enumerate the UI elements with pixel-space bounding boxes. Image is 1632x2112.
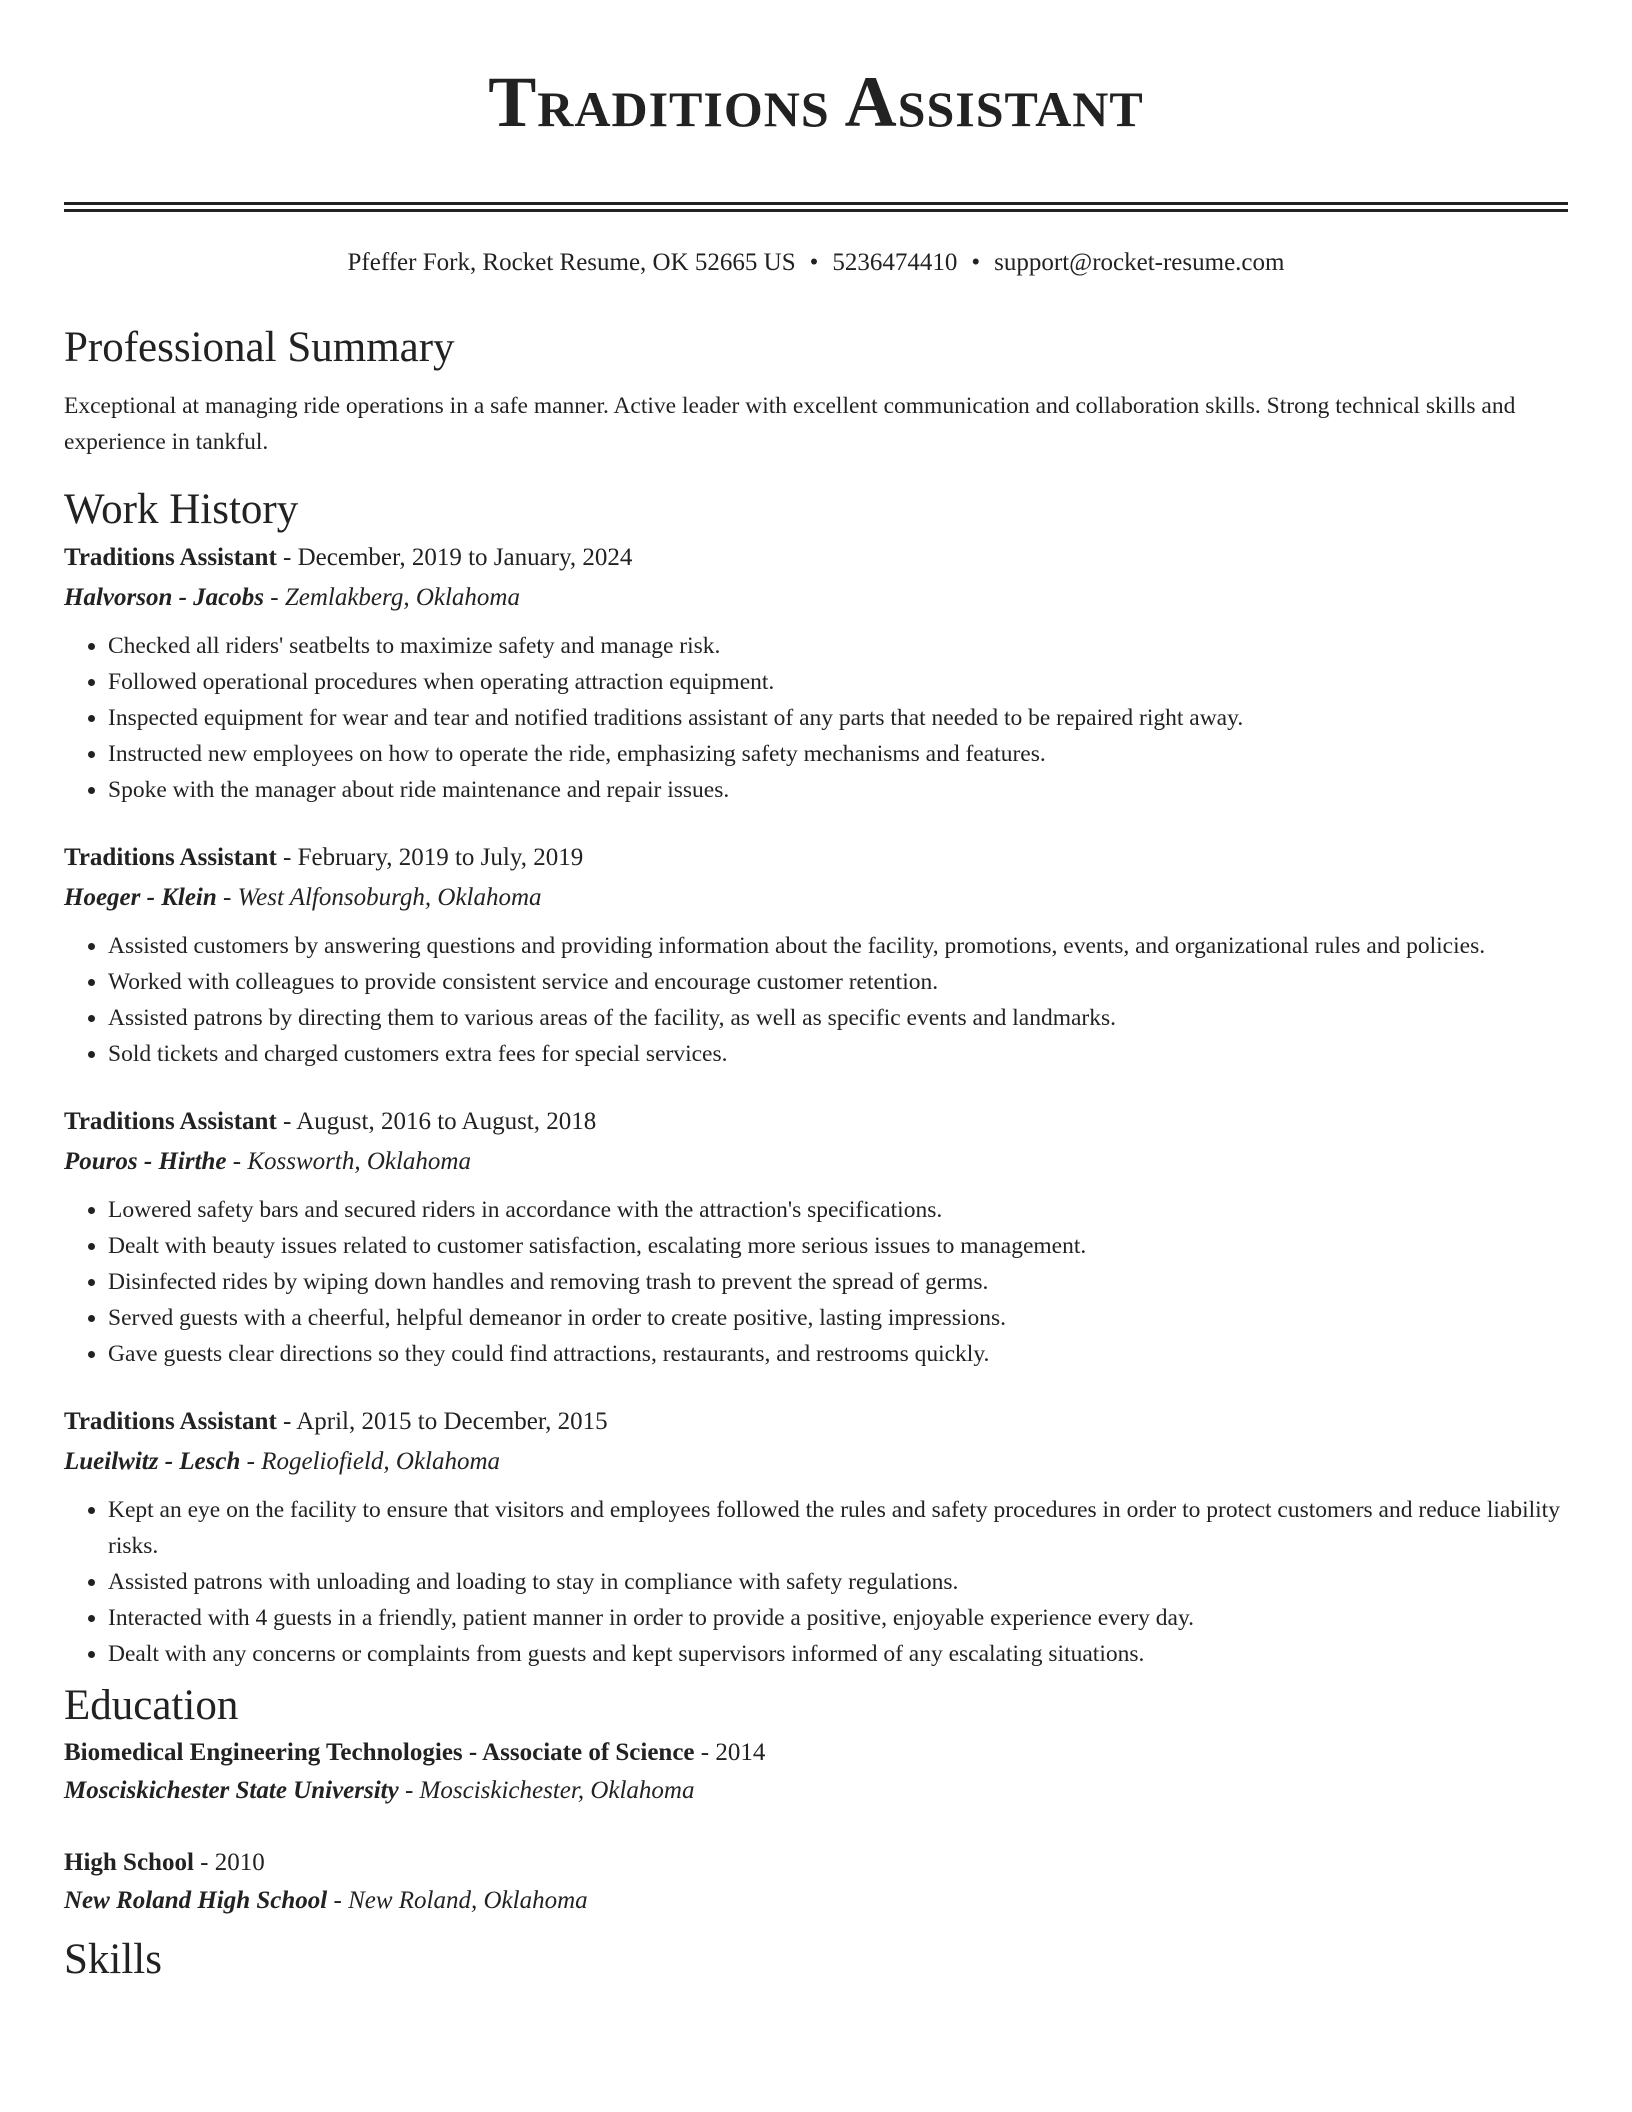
job-company: Halvorson - Jacobs [64,584,264,611]
list-item: • Inspected equipment for wear and tear and notified traditions assistant of any parts that needed to be repaired right away. [108,700,1568,736]
job-company: Hoeger - Klein [64,884,217,911]
list-item: • Assisted customers by answering questions and providing information about the facility, promotions, events, and organizational rules and policies. [108,928,1568,964]
list-item: • Lowered safety bars and secured riders in accordance with the attraction's specifications. [108,1192,1568,1228]
list-item: • Worked with colleagues to provide consistent service and encourage customer retention. [108,964,1568,1000]
education-school: New Roland High School [64,1887,328,1914]
spacer [64,1372,1568,1402]
job-company-line [64,1442,1568,1482]
education-degree: High School [64,1849,194,1876]
spacer [64,1810,1568,1844]
education-location: - New Roland, Oklahoma [327,1887,588,1914]
list-item: • Spoke with the manager about ride maintenance and repair issues. [108,772,1568,808]
section-title-work-history: Work History [64,486,299,533]
list-item: • Assisted patrons with unloading and loading to stay in compliance with safety regulations. [108,1564,1568,1600]
education-year: - 2010 [193,1849,265,1876]
job-dates: - December, 2019 to January, 2024 [276,544,633,571]
list-item: • Assisted patrons by directing them to various areas of the facility, as well as specific events and landmarks. [108,1000,1568,1036]
education-school-line [64,1882,1568,1920]
job-location: - Kossworth, Oklahoma [226,1148,471,1175]
list-item: • Followed operational procedures when operating attraction equipment. [108,664,1568,700]
list-item: • Dealt with any concerns or complaints from guests and kept supervisors informed of any escalating situations. [108,1636,1568,1672]
job-role: Traditions Assistant [64,544,277,571]
job-title-line [64,838,1568,878]
job-bullets [64,1492,1568,1672]
education-school-line [64,1772,1568,1810]
contact-address: Pfeffer Fork, Rocket Resume, OK 52665 US [347,249,796,276]
job-company: Lueilwitz - Lesch [64,1448,241,1475]
list-item: • Dealt with beauty issues related to customer satisfaction, escalating more serious issues to management. [108,1228,1568,1264]
list-item: • Instructed new employees on how to operate the ride, emphasizing safety mechanisms and features. [108,736,1568,772]
list-item: • Sold tickets and charged customers extra fees for special services. [108,1036,1568,1072]
contact-separator: • [971,249,981,276]
job-dates: - August, 2016 to August, 2018 [276,1108,597,1135]
section-title-summary: Professional Summary [64,324,455,371]
job-location: - West Alfonsoburgh, Oklahoma [216,884,542,911]
contact-email: support@rocket-resume.com [994,249,1285,276]
job-entry [64,838,1568,1072]
job-entry [64,1102,1568,1372]
job-role: Traditions Assistant [64,1408,277,1435]
job-bullets [64,1192,1568,1372]
job-bullets [64,928,1568,1072]
list-item: • Disinfected rides by wiping down handles and removing trash to prevent the spread of germs. [108,1264,1568,1300]
job-dates: - April, 2015 to December, 2015 [276,1408,608,1435]
job-dates: - February, 2019 to July, 2019 [276,844,584,871]
education-entry [64,1844,1568,1920]
contact-separator: • [809,249,819,276]
job-entry [64,538,1568,808]
job-company-line [64,1142,1568,1182]
job-location: - Zemlakberg, Oklahoma [264,584,520,611]
education-degree-line [64,1844,1568,1882]
section-title-education: Education [64,1682,239,1729]
job-company: Pouros - Hirthe [64,1148,227,1175]
contact-phone: 5236474410 [832,249,958,276]
education-degree: Biomedical Engineering Technologies - Associate of Science [64,1739,695,1766]
job-role: Traditions Assistant [64,844,277,871]
header-double-rule [64,202,1568,212]
education-location: - Mosciskichester, Oklahoma [398,1777,695,1804]
spacer [64,808,1568,838]
job-entry [64,1402,1568,1672]
summary-text: Exceptional at managing ride operations in a safe manner. Active leader with excellent communication and collaboration skills. Strong technical skills and experience in tankful. [64,393,1516,455]
list-item: • Gave guests clear directions so they could find attractions, restaurants, and restrooms quickly. [108,1336,1568,1372]
job-title-line [64,1402,1568,1442]
job-company-line [64,878,1568,918]
education-degree-line [64,1734,1568,1772]
list-item: • Kept an eye on the facility to ensure that visitors and employees followed the rules and safety procedures in order to protect customers and reduce liability risks. [108,1492,1568,1564]
education-year: - 2014 [694,1739,766,1766]
job-location: - Rogeliofield, Oklahoma [240,1448,501,1475]
list-item: • Checked all riders' seatbelts to maximize safety and manage risk. [108,628,1568,664]
candidate-name: Traditions Assistant [488,62,1144,142]
job-title-line [64,1102,1568,1142]
job-bullets [64,628,1568,808]
list-item: • Served guests with a cheerful, helpful demeanor in order to create positive, lasting impressions. [108,1300,1568,1336]
education-entry [64,1734,1568,1810]
list-item: • Interacted with 4 guests in a friendly, patient manner in order to provide a positive, enjoyable experience every day. [108,1600,1568,1636]
spacer [64,1072,1568,1102]
contact-line [64,246,1568,280]
section-title-skills: Skills [64,1936,162,1983]
job-title-line [64,538,1568,578]
education-school: Mosciskichester State University [64,1777,399,1804]
job-company-line [64,578,1568,618]
job-role: Traditions Assistant [64,1108,277,1135]
